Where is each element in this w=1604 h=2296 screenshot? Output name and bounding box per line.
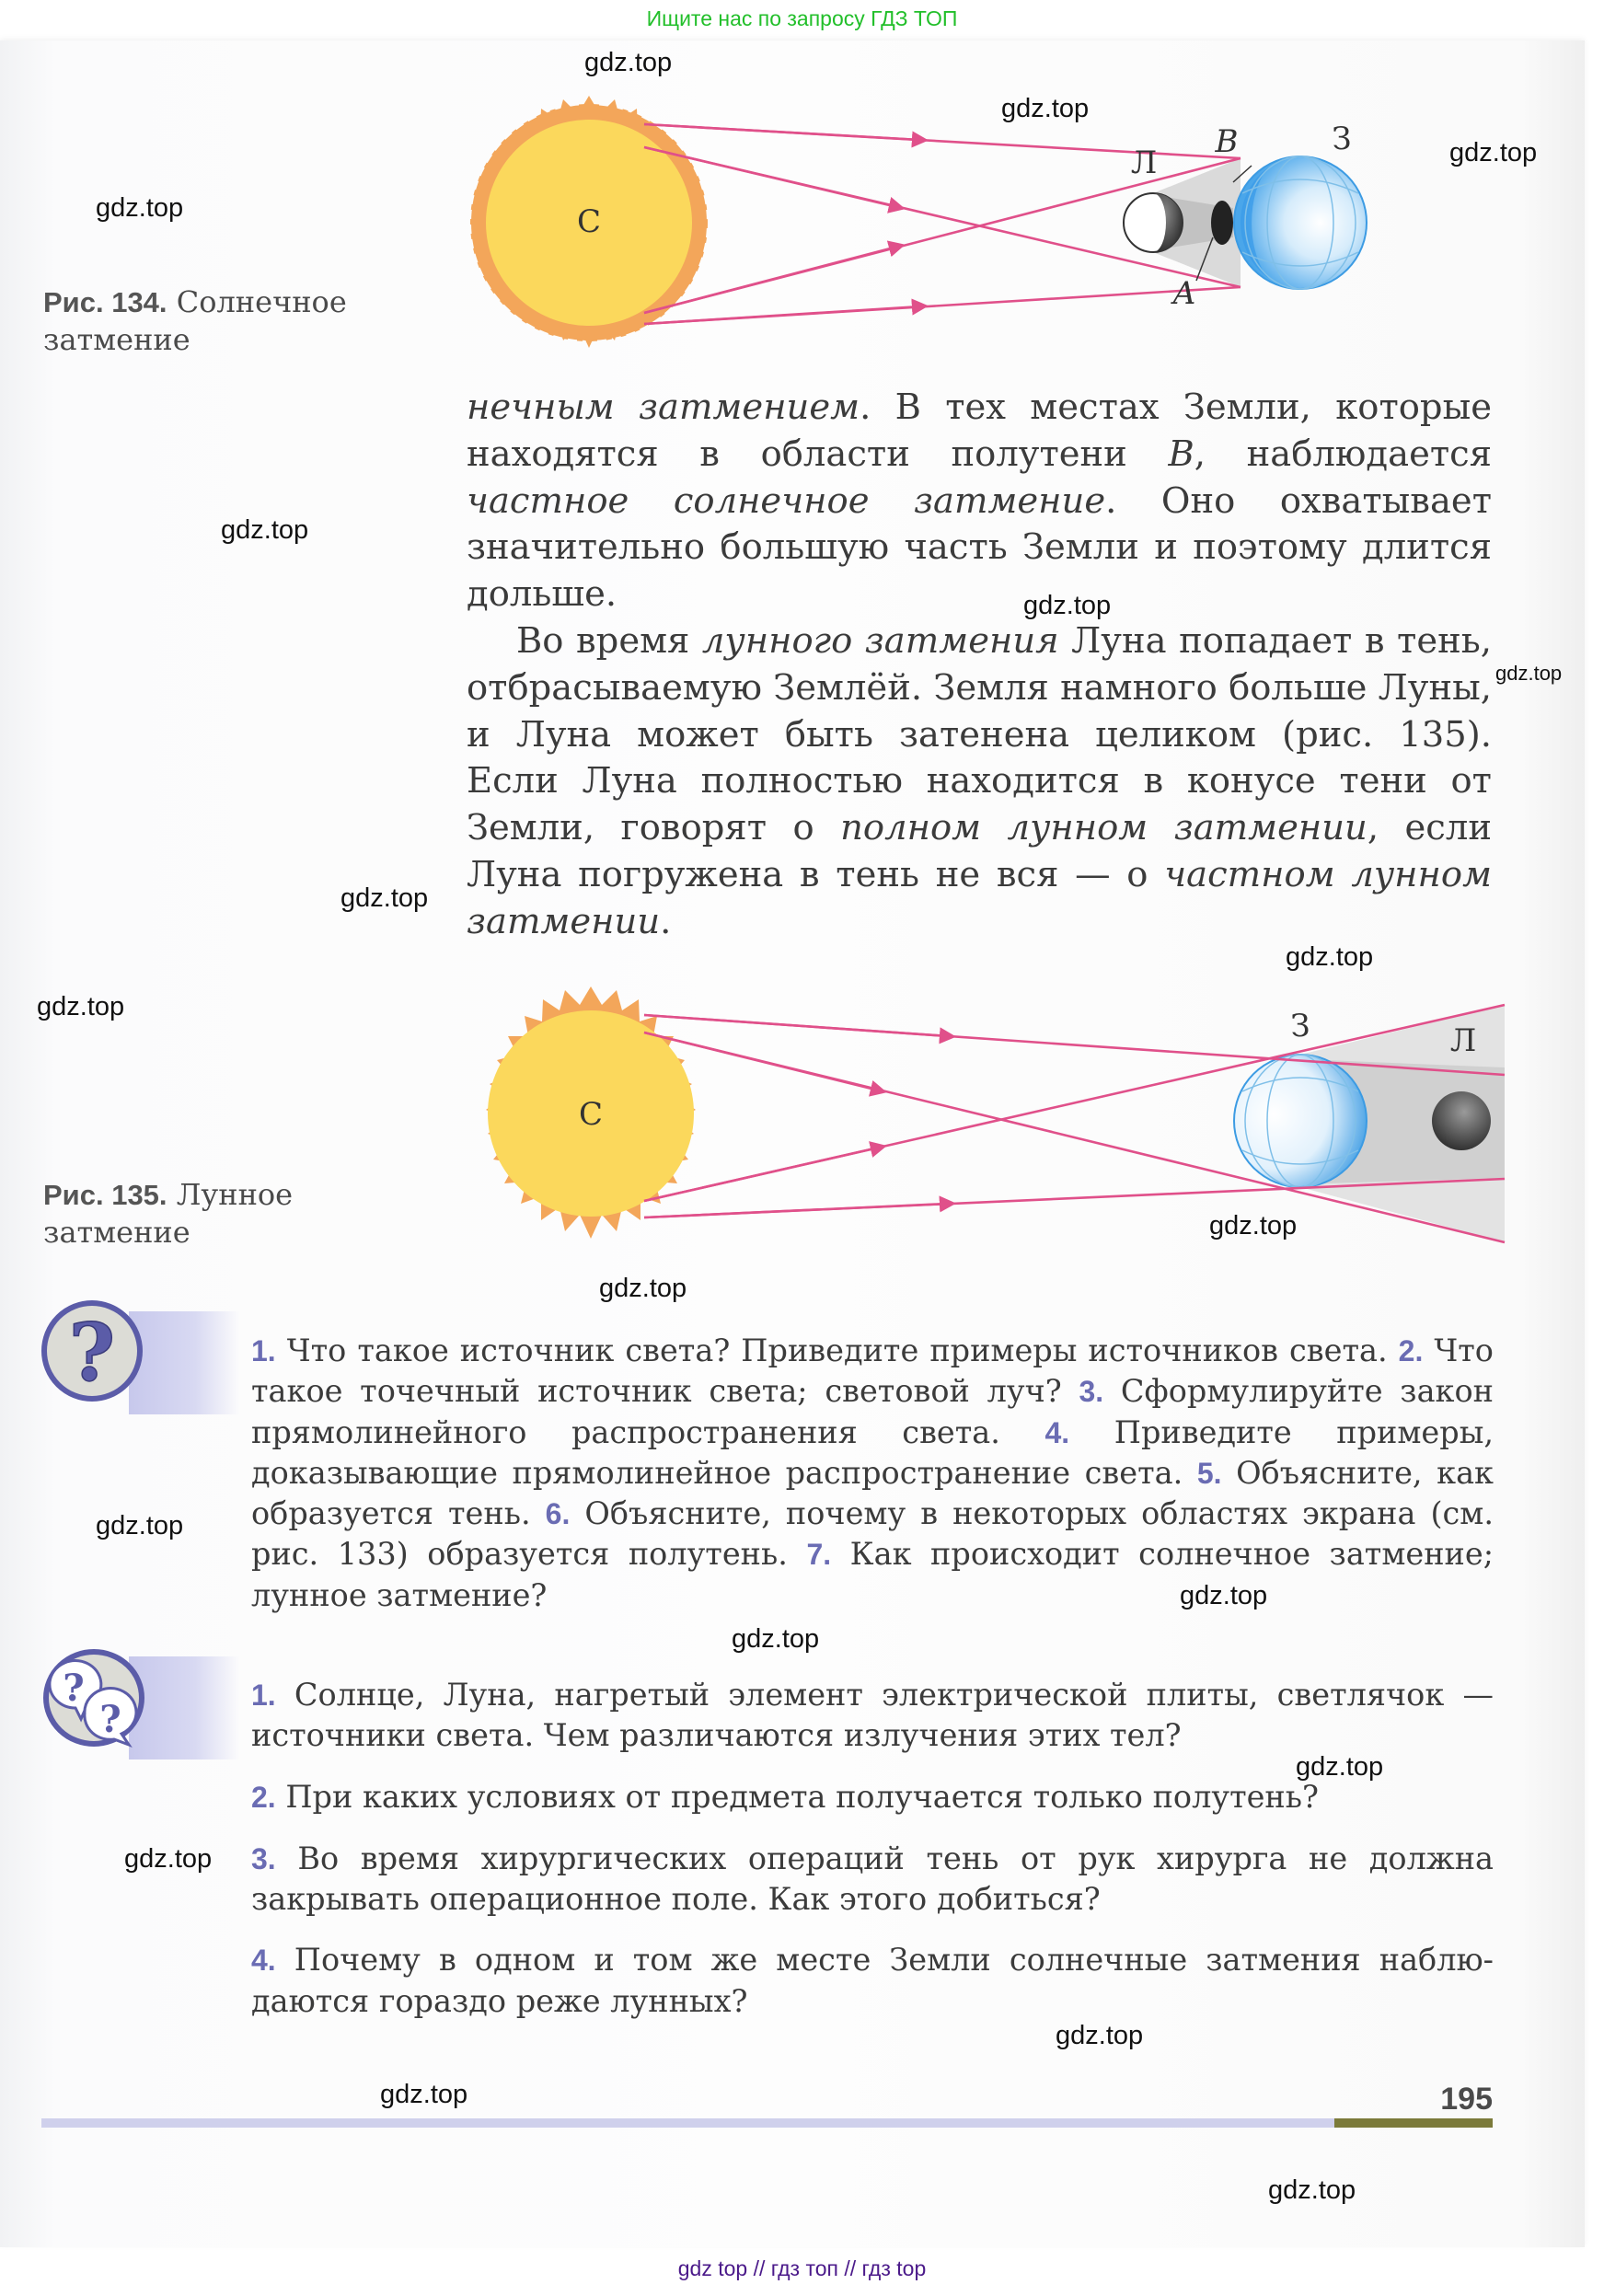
watermark: gdz.top xyxy=(124,1844,213,1874)
watermark: gdz.top xyxy=(1056,2021,1144,2050)
watermark: gdz.top xyxy=(96,193,184,223)
speech-bubbles-question-icon xyxy=(40,1647,151,1748)
watermark: gdz.top xyxy=(1495,662,1563,685)
figure-134-caption xyxy=(43,283,347,358)
paragraph-solar-partial xyxy=(467,385,1492,618)
question-number: 3. xyxy=(251,1841,276,1875)
text: Луна попадает в тень, отбрасываемую Землёй. Земля намного больше Луны, и Луна может быть затенена целиком (рис. 135). Если Луна полностью находится в конусе тени от Земли, говорят о xyxy=(467,619,1492,849)
question-number: 1. xyxy=(251,1679,276,1712)
question-number: 3. xyxy=(1079,1375,1104,1409)
watermark: gdz.top xyxy=(380,2080,468,2109)
watermark: gdz.top xyxy=(96,1511,184,1540)
body-text xyxy=(467,385,1492,946)
penumbra-label: B xyxy=(1215,123,1239,160)
svg-text:?: ? xyxy=(63,1667,85,1710)
text: Во время xyxy=(516,619,702,662)
text: , наблюдается xyxy=(1194,433,1493,475)
figure-number: Рис. 134. xyxy=(43,286,167,318)
caption-text: затмение xyxy=(43,1215,190,1250)
question-text: Солнце, Луна, нагретый элемент электрической плиты, светлячок — источники света. Чем различаются излучения этих тел? xyxy=(251,1677,1494,1754)
variable-b: B xyxy=(1168,433,1194,475)
sun-label: С xyxy=(576,203,602,240)
watermark: gdz.top xyxy=(584,48,673,77)
caption-text: Лунное xyxy=(176,1177,294,1212)
question-number: 4. xyxy=(251,1944,276,1978)
watermark: gdz.top xyxy=(1023,591,1112,620)
question-number: 2. xyxy=(1398,1334,1424,1367)
earth-label: З xyxy=(1332,121,1352,157)
review-questions xyxy=(251,1331,1494,1615)
watermark: gdz.top xyxy=(1268,2175,1356,2205)
moon-label: Л xyxy=(1449,1022,1477,1059)
discussion-item xyxy=(251,1940,1494,2021)
paragraph-lunar-eclipse xyxy=(467,618,1492,946)
question-text: Приведите примеры, доказывающие прямолинейное распространение света. xyxy=(251,1413,1494,1491)
footer-links[interactable]: gdz top // гдз топ // гдз top xyxy=(677,2256,927,2280)
discussion-item xyxy=(251,1839,1494,1920)
question-number: 1. xyxy=(251,1334,276,1367)
earth-icon xyxy=(1234,1055,1367,1187)
watermark: gdz.top xyxy=(732,1624,820,1654)
caption-text: затмение xyxy=(43,322,190,357)
moon-icon xyxy=(1432,1091,1491,1150)
text: , если Луна погружена в тень не вся — о xyxy=(467,807,1492,895)
question-text: Объясните, как образуется тень. xyxy=(251,1454,1494,1532)
watermark: gdz.top xyxy=(599,1274,687,1303)
search-banner[interactable]: Ищите нас по запросу ГДЗ ТОП xyxy=(646,6,958,30)
watermark: gdz.top xyxy=(37,992,125,1021)
sun-icon xyxy=(486,986,696,1239)
text: . xyxy=(660,900,672,942)
umbra-label: A xyxy=(1172,275,1196,312)
watermark: gdz.top xyxy=(1001,94,1090,123)
svg-text:?: ? xyxy=(99,1698,121,1741)
caption-text: Солнечное xyxy=(176,284,347,319)
question-text: Что такое источник света? Приведите примеры источников света. xyxy=(286,1333,1388,1368)
question-number: 4. xyxy=(1044,1415,1070,1449)
question-number: 7. xyxy=(806,1538,832,1572)
sun-label: С xyxy=(578,1096,604,1133)
sun-icon xyxy=(471,96,707,348)
term-italic: нечным затмением xyxy=(467,387,860,428)
question-text: Сформулируйте закон прямолинейного распространения света. xyxy=(251,1373,1494,1450)
question-text: Объясните, почему в некоторых областях экрана (см. рис. 133) образуется полутень. xyxy=(251,1495,1494,1573)
svg-text:?: ? xyxy=(68,1307,116,1400)
question-text: Во время хирургических операций тень от рук хирурга не должна закрывать операционное поле. Как этого добиться? xyxy=(251,1840,1494,1918)
watermark: gdz.top xyxy=(1209,1211,1298,1240)
watermark: gdz.top xyxy=(340,883,429,913)
question-text: При каких условиях от предмета получается только полутень? xyxy=(285,1778,1319,1815)
discussion-item xyxy=(251,1777,1494,1817)
footer-rule-accent xyxy=(1334,2118,1493,2128)
moon-label: Л xyxy=(1130,144,1158,181)
watermark: gdz.top xyxy=(1296,1752,1384,1782)
text: . В тех местах Земли, которые находятся в области полутени xyxy=(467,387,1493,475)
watermark: gdz.top xyxy=(1449,138,1538,167)
watermark: gdz.top xyxy=(1180,1581,1268,1610)
watermark: gdz.top xyxy=(1286,942,1374,972)
questions-paragraph xyxy=(251,1331,1494,1615)
term-italic: частное солнечное затмение xyxy=(467,479,1106,522)
footer-rule xyxy=(41,2118,1334,2128)
question-text: Почему в одном и том же месте Земли солнечные затмения наблюдаются гораздо реже лунных? xyxy=(251,1942,1494,2019)
term-italic: лунного затмения xyxy=(701,619,1059,662)
figure-number: Рис. 135. xyxy=(43,1179,167,1211)
watermark: gdz.top xyxy=(221,515,309,545)
discussion-item xyxy=(251,1675,1494,1756)
earth-label: З xyxy=(1290,1008,1310,1044)
question-mark-icon xyxy=(40,1298,147,1404)
term-italic: частном лунном затмении xyxy=(467,853,1492,942)
question-number: 5. xyxy=(1196,1456,1222,1490)
page-number: 195 xyxy=(1440,2082,1493,2117)
question-number: 2. xyxy=(251,1780,276,1814)
question-text: Как происходит солнечное затмение; лунное затмение? xyxy=(251,1536,1494,1613)
question-number: 6. xyxy=(545,1497,571,1531)
text: . Оно охватывает значительно большую часть Земли и поэтому длится дольше. xyxy=(467,479,1492,616)
question-text: Что такое точечный источник света; световой луч? xyxy=(251,1333,1494,1410)
moon-icon xyxy=(1124,193,1183,252)
discussion-questions xyxy=(251,1675,1494,2042)
term-italic: полном лунном затмении xyxy=(840,807,1367,849)
figure-135-caption xyxy=(43,1176,293,1251)
